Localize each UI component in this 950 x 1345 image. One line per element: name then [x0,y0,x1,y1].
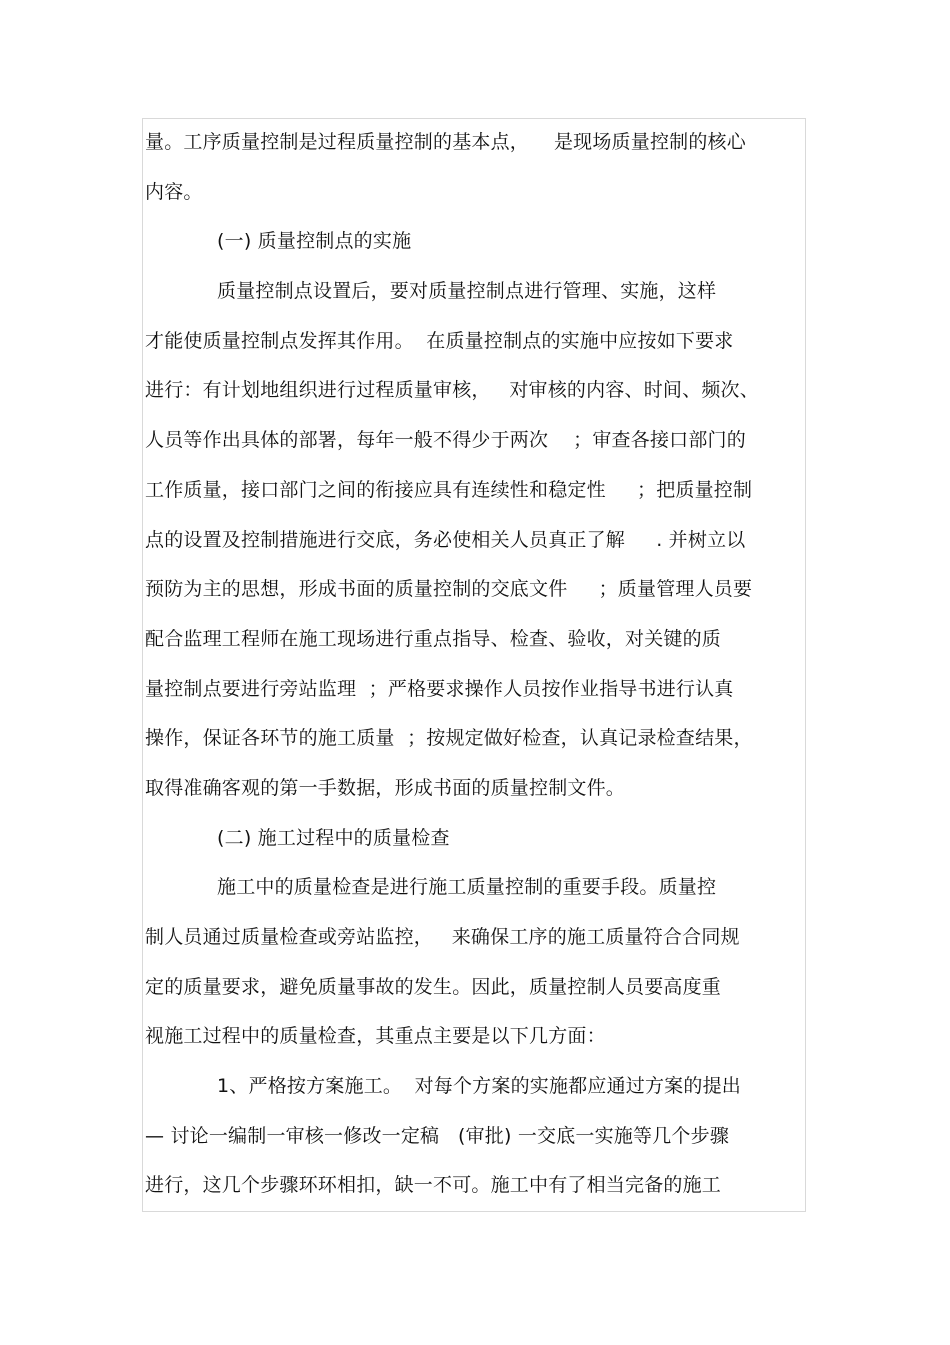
list-item-start: 1、严格按方案施工。 对每个方案的实施都应通过方案的提出 [217,1075,741,1098]
text-line: 进行：有计划地组织进行过程质量审核， 对审核的内容、时间、频次、 [145,379,759,402]
text-line: 量控制点要进行旁站监理 ；严格要求操作人员按作业指导书进行认真 [145,677,734,700]
text-line: 内容。 [145,180,203,203]
text-line: 配合监理工程师在施工现场进行重点指导、检查、验收，对关键的质 [145,627,722,650]
text-line: — 讨论一编制一审核一修改一定稿 (审批) 一交底一实施等几个步骤 [145,1124,730,1147]
text-line: 操作，保证各环节的施工质量 ；按规定做好检查，认真记录检查结果， [145,727,753,750]
paragraph-start: 施工中的质量检查是进行施工质量控制的重要手段。质量控 [217,876,717,899]
document-body [145,119,800,1212]
text-line: 点的设置及控制措施进行交底，务必使相关人员真正了解 . 并树立以 [145,528,746,551]
text-line: 工作质量，接口部门之间的衔接应具有连续性和稳定性 ；把质量控制 [145,478,753,501]
section-heading: (二) 施工过程中的质量检查 [217,826,450,849]
paragraph-start: 质量控制点设置后，要对质量控制点进行管理、实施，这样 [217,280,717,303]
text-line: 制人员通过质量检查或旁站监控， 来确保工序的施工质量符合合同规 [145,926,740,948]
text-line: 量。工序质量控制是过程质量控制的基本点， 是现场质量控制的核心 [145,131,746,153]
text-line: 才能使质量控制点发挥其作用。 在质量控制点的实施中应按如下要求 [145,329,734,352]
text-line: 预防为主的思想，形成书面的质量控制的交底文件 ；质量管理人员要 [145,578,753,601]
text-line: 视施工过程中的质量检查，其重点主要是以下几方面： [145,1025,606,1048]
section-heading: (一) 质量控制点的实施 [217,230,412,253]
text-line: 定的质量要求，避免质量事故的发生。因此，质量控制人员要高度重 [145,975,722,998]
text-line: 人员等作出具体的部署，每年一般不得少于两次 ；审查各接口部门的 [145,429,746,452]
text-line: 进行，这几个步骤环环相扣，缺一不可。施工中有了相当完备的施工 [145,1174,722,1197]
text-line: 取得准确客观的第一手数据，形成书面的质量控制文件。 [145,776,626,799]
